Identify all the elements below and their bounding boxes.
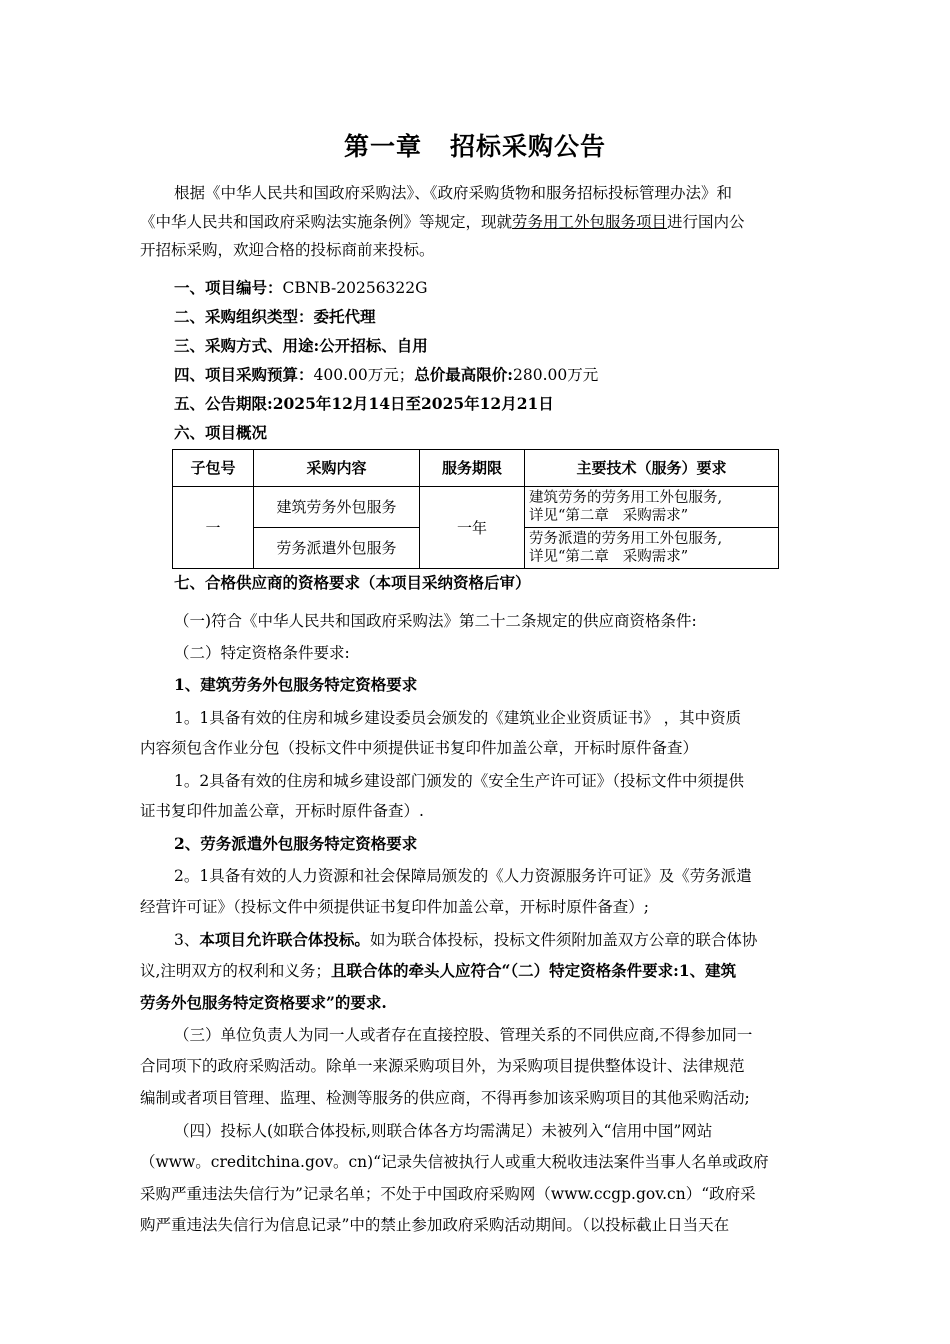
clause-3-line-3: 编制或者项目管理、监理、检测等服务的供应商，不得再参加该采购项目的其他采购活动; xyxy=(140,1089,750,1107)
req-1-1-line-1: 1。1具备有效的住房和城乡建设委员会颁发的《建筑业企业资质证书》 ，其中资质 xyxy=(174,709,742,727)
table-header: 采购内容 xyxy=(254,450,420,487)
qualification-specific: （二）特定资格条件要求: xyxy=(174,644,350,662)
table-cell-content: 劳务派遣外包服务 xyxy=(254,528,420,569)
clause-4-line-4: 购严重违法失信行为信息记录”中的禁止参加政府采购活动期间。（以投标截止日当天在 xyxy=(140,1216,730,1234)
table-header: 主要技术（服务）要求 xyxy=(525,450,779,487)
section-2-heading: 2、劳务派遣外包服务特定资格要求 xyxy=(174,834,418,853)
table-header: 子包号 xyxy=(173,450,254,487)
clause-4-line-3: 采购严重违法失信行为”记录名单；不处于中国政府采购网（www.ccgp.gov.cn）“政府采 xyxy=(140,1185,756,1203)
project-budget: 四、项目采购预算：400.00万元；总价最高限价:280.00万元 xyxy=(174,365,599,384)
package-number: 一 xyxy=(173,487,254,569)
procurement-org-type: 二、采购组织类型：委托代理 xyxy=(174,307,376,326)
table-cell-requirement: 建筑劳务的劳务用工外包服务, 详见“第二章 采购需求” xyxy=(525,487,779,528)
service-period: 一年 xyxy=(420,487,525,569)
req-2-1-line-1: 2。1具备有效的人力资源和社会保障局颁发的《人力资源服务许可证》及《劳务派遣 xyxy=(174,867,752,885)
procurement-method: 三、采购方式、用途:公开招标、自用 xyxy=(174,336,428,355)
project-number: 一、项目编号：CBNB-20256322G xyxy=(174,278,428,297)
project-name: 劳务用工外包服务项目 xyxy=(512,213,668,231)
qualification-general: （一)符合《中华人民共和国政府采购法》第二十二条规定的供应商资格条件: xyxy=(174,612,697,630)
project-overview-table xyxy=(172,449,779,569)
chapter-number: 第一章 xyxy=(343,132,422,161)
intro-line-1: 根据《中华人民共和国政府采购法》、《政府采购货物和服务招标投标管理办法》和 xyxy=(174,184,733,202)
consortium-line-3: 劳务外包服务特定资格要求”的要求. xyxy=(140,993,387,1012)
consortium-line-1: 3、本项目允许联合体投标。如为联合体投标，投标文件须附加盖双方公章的联合体协 xyxy=(174,930,758,949)
page-title xyxy=(0,127,950,163)
chapter-title: 招标采购公告 xyxy=(450,132,607,161)
project-overview-heading: 六、项目概况 xyxy=(174,423,268,442)
section-1-heading: 1、建筑劳务外包服务特定资格要求 xyxy=(174,675,418,694)
table-cell-requirement: 劳务派遣的劳务用工外包服务, 详见“第二章 采购需求” xyxy=(525,528,779,569)
notice-period: 五、公告期限:2025年12月14日至2025年12月21日 xyxy=(174,394,554,413)
intro-line-3: 开招标采购，欢迎合格的投标商前来投标。 xyxy=(140,241,435,259)
clause-4-line-2: （www。creditchina.gov。cn)“记录失信被执行人或重大税收违法案件当事人名单或政府 xyxy=(140,1153,769,1171)
table-header-row xyxy=(173,450,779,487)
req-1-1-line-2: 内容须包含作业分包（投标文件中须提供证书复印件加盖公章，开标时原件备查） xyxy=(140,739,699,757)
clause-3-line-2: 合同项下的政府采购活动。除单一来源采购项目外，为采购项目提供整体设计、法律规范 xyxy=(140,1057,745,1075)
req-1-2-line-1: 1。2具备有效的住房和城乡建设部门颁发的《安全生产许可证》（投标文件中须提供 xyxy=(174,772,744,790)
clause-4-line-1: （四）投标人(如联合体投标,则联合体各方均需满足）未被列入“信用中国”网站 xyxy=(174,1122,713,1140)
qualification-heading: 七、合格供应商的资格要求（本项目采纳资格后审） xyxy=(174,573,531,592)
table-header: 服务期限 xyxy=(420,450,525,487)
intro-line-2: 《中华人民共和国政府采购法实施条例》等规定，现就劳务用工外包服务项目进行国内公 xyxy=(140,213,745,231)
clause-3-line-1: （三）单位负责人为同一人或者存在直接控股、管理关系的不同供应商,不得参加同一 xyxy=(174,1026,753,1044)
req-2-1-line-2: 经营许可证》（投标文件中须提供证书复印件加盖公章，开标时原件备查）; xyxy=(140,898,649,916)
req-1-2-line-2: 证书复印件加盖公章，开标时原件备查）. xyxy=(140,802,424,820)
consortium-line-2: 议,注明双方的权利和义务；且联合体的牵头人应符合“（二）特定资格条件要求:1、建筑 xyxy=(140,961,737,980)
table-row xyxy=(173,487,779,528)
table-cell-content: 建筑劳务外包服务 xyxy=(254,487,420,528)
